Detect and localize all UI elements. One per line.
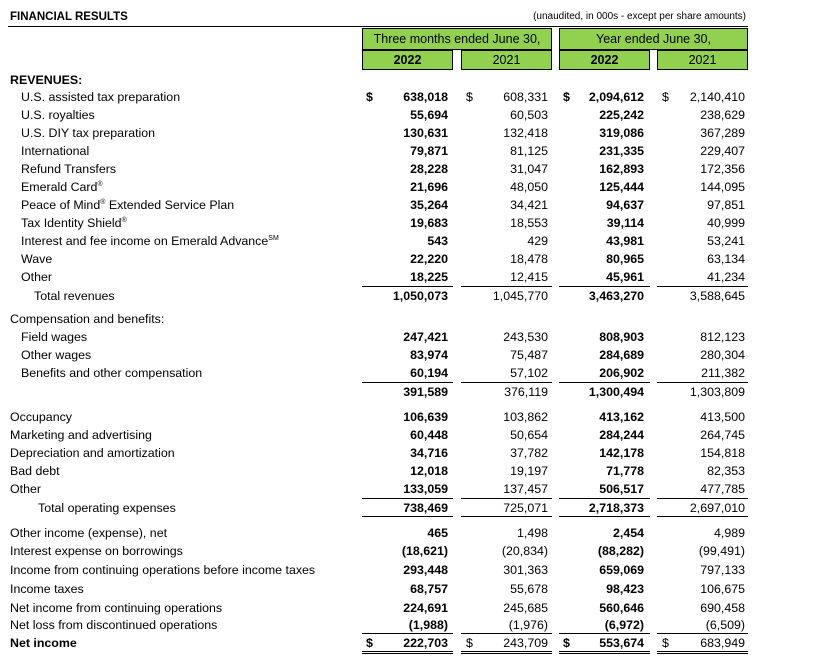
bottom-row-1-value-1: 465: [427, 526, 448, 540]
expense-row-4-value-4: 82,353: [707, 464, 745, 478]
compensation-row-3-value-4: 211,382: [701, 366, 745, 380]
revenue-row-1-dollar-1: $: [366, 90, 373, 104]
revenue-row-2-value-1: 55,694: [410, 108, 448, 122]
revenue-row-8-value-1: 19,683: [410, 216, 448, 230]
revenue-row-6-value-1: 21,696: [410, 180, 448, 194]
expense-row-1-value-1: 106,639: [403, 410, 448, 424]
expense-row-4: Bad debt: [10, 464, 60, 478]
bottom-row-4-value-1: 68,757: [410, 582, 448, 596]
revenues-total-rule-4: [657, 286, 748, 287]
revenue-row-11-value-2: 12,415: [510, 270, 548, 284]
net-income-rule-1: [362, 633, 453, 634]
net-income-label: Net income: [10, 636, 77, 650]
compensation-row-1-value-2: 243,530: [503, 330, 548, 344]
revenue-row-8-value-4: 40,999: [707, 216, 745, 230]
revenue-row-11: [21, 270, 52, 284]
revenue-row-5-value-1: 28,228: [410, 162, 448, 176]
unaudited-note: (unaudited, in 000s - except per share amounts): [533, 11, 746, 22]
total-expenses-value-2: 725,071: [503, 501, 548, 515]
bottom-row-5-value-1: 224,691: [403, 601, 448, 615]
compensation-heading: Compensation and benefits:: [10, 312, 165, 326]
revenue-row-8-value-2: 18,553: [510, 216, 548, 230]
revenue-row-4: [21, 144, 89, 158]
expenses-total-rule-2: [461, 498, 552, 499]
period-year: Year ended June 30,: [559, 28, 748, 50]
revenue-row-11-value-4: 41,234: [707, 270, 745, 284]
expense-row-1-value-4: 413,500: [700, 410, 745, 424]
revenue-row-1-value-3: 2,094,612: [588, 90, 644, 104]
revenue-row-8-value-3: 39,114: [606, 216, 644, 230]
revenue-row-5: [21, 162, 116, 176]
expense-row-5-value-3: 506,517: [599, 482, 644, 496]
bottom-row-5-value-2: 245,685: [503, 601, 548, 615]
net-income-double-rule-3: [559, 651, 650, 654]
net-income-double-rule-4: [657, 651, 748, 654]
expense-row-1-value-3: 413,162: [599, 410, 644, 424]
net-income-value-4: 683,949: [700, 636, 745, 650]
compensation-subtotal-value-2: 376,119: [504, 385, 548, 399]
bottom-row-6-value-3: (6,972): [604, 618, 644, 632]
expense-row-2-value-4: 264,745: [700, 428, 745, 442]
revenue-row-7-value-2: 34,421: [510, 198, 548, 212]
expense-row-4-value-2: 19,197: [510, 464, 548, 478]
expense-row-1-value-2: 103,862: [503, 410, 548, 424]
revenue-row-9: [21, 234, 279, 248]
year-col-4: 2021: [657, 50, 748, 70]
compensation-row-2-value-2: 75,487: [510, 348, 548, 362]
revenue-row-1-value-1: 638,018: [403, 90, 448, 104]
net-income-dollar-4: $: [662, 636, 669, 650]
expense-row-3-value-2: 37,782: [510, 446, 548, 460]
expense-row-5-value-2: 137,457: [503, 482, 548, 496]
bottom-row-4: Income taxes: [10, 582, 84, 596]
revenue-row-3-value-1: 130,631: [403, 126, 448, 140]
total-expenses-value-4: 2,697,010: [689, 501, 745, 515]
bottom-row-4-value-2: 55,678: [510, 582, 548, 596]
revenue-row-7-suffix: Extended Service Plan: [105, 198, 235, 212]
year-col-1: 2022: [362, 50, 453, 70]
compensation-subtotal-rule-2: [461, 382, 552, 383]
net-income-rule-2: [461, 633, 552, 634]
total-revenues-value-4: 3,588,645: [689, 289, 745, 303]
expense-row-2-value-3: 284,244: [599, 428, 644, 442]
revenue-row-11-text: Other: [21, 270, 52, 284]
revenue-row-7-value-4: 97,851: [707, 198, 745, 212]
revenue-row-9-value-2: 429: [527, 234, 548, 248]
bottom-row-5-value-4: 690,458: [700, 601, 745, 615]
table-title: FINANCIAL RESULTS: [10, 11, 128, 23]
expenses-total-rule-1: [362, 498, 453, 499]
compensation-row-2-value-4: 280,304: [700, 348, 745, 362]
revenue-row-6-mark: ®: [97, 181, 103, 188]
revenue-row-6-value-3: 125,444: [599, 180, 644, 194]
expense-row-5: Other: [10, 482, 41, 496]
expense-row-3-value-4: 154,818: [700, 446, 745, 460]
net-income-rule-3: [559, 633, 650, 634]
revenue-row-9-value-4: 53,241: [707, 234, 745, 248]
revenue-row-8-mark: ®: [121, 217, 127, 224]
revenue-row-1-text: U.S. assisted tax preparation: [21, 90, 181, 104]
revenue-row-9-value-1: 543: [427, 234, 448, 248]
expenses-total-under-rule-1: [362, 516, 453, 517]
compensation-subtotal-rule-1: [362, 382, 453, 383]
expense-row-5-value-4: 477,785: [700, 482, 745, 496]
revenue-row-5-value-4: 172,356: [700, 162, 745, 176]
revenue-row-8-text: Tax Identity Shield: [21, 216, 122, 230]
revenue-row-11-value-1: 18,225: [410, 270, 448, 284]
compensation-row-1-value-1: 247,421: [403, 330, 448, 344]
revenue-row-7-value-1: 35,264: [410, 198, 448, 212]
revenue-row-5-text: Refund Transfers: [21, 162, 117, 176]
compensation-row-2-value-1: 83,974: [410, 348, 448, 362]
revenue-row-3-value-3: 319,086: [599, 126, 644, 140]
revenue-row-6-text: Emerald Card: [21, 180, 98, 194]
expenses-total-under-rule-3: [559, 516, 650, 517]
expense-row-5-value-1: 133,059: [403, 482, 448, 496]
net-income-value-3: 553,674: [599, 636, 644, 650]
revenue-row-1-dollar-2: $: [466, 90, 473, 104]
net-income-dollar-2: $: [466, 636, 473, 650]
revenue-row-9-mark: SM: [268, 235, 279, 242]
revenue-row-2: [21, 108, 95, 122]
bottom-row-2: Interest expense on borrowings: [10, 544, 183, 558]
revenue-row-10-value-4: 63,134: [707, 252, 745, 266]
expense-row-4-value-3: 71,778: [606, 464, 644, 478]
bottom-row-4-value-3: 98,423: [606, 582, 644, 596]
revenue-row-3-value-2: 132,418: [503, 126, 548, 140]
revenue-row-7-value-3: 94,637: [606, 198, 644, 212]
compensation-row-1-value-3: 808,903: [599, 330, 644, 344]
expense-row-3-value-3: 142,178: [599, 446, 644, 460]
revenue-row-11-value-3: 45,961: [606, 270, 644, 284]
bottom-row-1-value-3: 2,454: [612, 526, 644, 540]
revenue-row-1-dollar-3: $: [563, 90, 570, 104]
revenue-row-2-value-3: 225,242: [599, 108, 644, 122]
compensation-row-3-value-2: 57,102: [510, 366, 548, 380]
net-income-double-rule-1: [362, 651, 453, 654]
bottom-row-5: Net income from continuing operations: [10, 601, 223, 615]
compensation-subtotal-rule-4: [657, 382, 748, 383]
revenue-row-7-mark: ®: [100, 199, 106, 206]
expenses-total-rule-4: [657, 498, 748, 499]
revenue-row-3-value-4: 367,289: [700, 126, 745, 140]
year-col-3: 2022: [559, 50, 650, 70]
revenue-row-10: [21, 252, 52, 266]
revenue-row-6: [21, 180, 103, 194]
compensation-row-2: Other wages: [21, 348, 92, 362]
compensation-subtotal-value-4: 1,303,809: [689, 385, 745, 399]
bottom-row-3-value-2: 301,363: [503, 563, 548, 577]
bottom-row-6-value-2: (1,976): [508, 618, 548, 632]
revenue-row-5-value-3: 162,893: [599, 162, 644, 176]
bottom-row-3: Income from continuing operations before income taxes: [10, 563, 316, 577]
revenue-row-6-value-4: 144,095: [700, 180, 745, 194]
compensation-row-1-value-4: 812,123: [700, 330, 745, 344]
expense-row-2-value-1: 60,448: [410, 428, 448, 442]
bottom-row-3-value-4: 797,133: [700, 563, 745, 577]
compensation-subtotal-value-1: 391,589: [403, 385, 448, 399]
expense-row-1: Occupancy: [10, 410, 72, 424]
bottom-row-6: Net loss from discontinued operations: [10, 618, 218, 632]
total-expenses-value-3: 2,718,373: [588, 501, 644, 515]
revenue-row-1-dollar-4: $: [662, 90, 669, 104]
year-col-2: 2021: [461, 50, 552, 70]
net-income-dollar-1: $: [366, 636, 373, 650]
compensation-row-2-value-3: 284,689: [599, 348, 644, 362]
revenue-row-7: [21, 198, 234, 212]
net-income-value-2: 243,709: [503, 636, 548, 650]
compensation-subtotal-rule-3: [559, 382, 650, 383]
bottom-row-1: Other income (expense), net: [10, 526, 168, 540]
expense-row-3-value-1: 34,716: [410, 446, 448, 460]
bottom-row-1-value-4: 4,989: [713, 526, 745, 540]
total-revenues-value-2: 1,045,770: [492, 289, 548, 303]
total-revenues-value-3: 3,463,270: [588, 289, 644, 303]
net-income-rule-4: [657, 633, 748, 634]
bottom-row-3-value-1: 293,448: [403, 563, 448, 577]
revenue-row-5-value-2: 31,047: [510, 162, 548, 176]
revenue-row-1-value-4: 2,140,410: [689, 90, 745, 104]
revenue-row-6-value-2: 48,050: [510, 180, 548, 194]
revenue-row-10-value-3: 80,965: [606, 252, 644, 266]
bottom-row-3-value-3: 659,069: [599, 563, 644, 577]
revenues-heading: REVENUES:: [10, 73, 83, 87]
revenues-total-rule-3: [559, 286, 650, 287]
revenue-row-10-value-2: 18,478: [510, 252, 548, 266]
revenue-row-9-value-3: 43,981: [606, 234, 644, 248]
revenue-row-1: [21, 90, 180, 104]
revenues-total-rule-2: [461, 286, 552, 287]
compensation-subtotal-value-3: 1,300,494: [588, 385, 644, 399]
revenue-row-9-text: Interest and fee income on Emerald Advance: [21, 234, 269, 248]
revenue-row-4-value-4: 229,407: [700, 144, 745, 158]
revenue-row-10-value-1: 22,220: [410, 252, 448, 266]
bottom-row-6-value-1: (1,988): [408, 618, 448, 632]
bottom-row-1-value-2: 1,498: [516, 526, 548, 540]
total-revenues-value-1: 1,050,073: [392, 289, 448, 303]
compensation-row-1: Field wages: [21, 330, 88, 344]
period-three-months: Three months ended June 30,: [362, 28, 552, 50]
revenue-row-4-value-1: 79,871: [410, 144, 448, 158]
revenue-row-10-text: Wave: [21, 252, 53, 266]
revenue-row-8: [21, 216, 127, 230]
revenue-row-7-text: Peace of Mind: [21, 198, 101, 212]
compensation-row-3: Benefits and other compensation: [21, 366, 203, 380]
revenue-row-4-value-3: 231,335: [599, 144, 644, 158]
net-income-dollar-3: $: [563, 636, 570, 650]
bottom-row-2-value-2: (20,834): [501, 544, 548, 558]
expenses-total-rule-3: [559, 498, 650, 499]
bottom-row-2-value-4: (99,491): [698, 544, 745, 558]
revenue-row-1-value-2: 608,331: [503, 90, 548, 104]
expenses-total-under-rule-2: [461, 516, 552, 517]
net-income-value-1: 222,703: [403, 636, 448, 650]
expense-row-3: Depreciation and amortization: [10, 446, 175, 460]
revenue-row-4-text: International: [21, 144, 90, 158]
expense-row-4-value-1: 12,018: [410, 464, 448, 478]
revenue-row-2-value-4: 238,629: [700, 108, 745, 122]
revenue-row-4-value-2: 81,125: [510, 144, 548, 158]
revenue-row-3-text: U.S. DIY tax preparation: [21, 126, 156, 140]
bottom-row-2-value-3: (88,282): [597, 544, 644, 558]
revenues-total-rule-1: [362, 286, 453, 287]
revenue-row-2-value-2: 60,503: [510, 108, 548, 122]
total-expenses-value-1: 738,469: [403, 501, 448, 515]
revenue-row-2-text: U.S. royalties: [21, 108, 95, 122]
expense-row-2-value-2: 50,654: [510, 428, 548, 442]
table-header: [8, 8, 748, 27]
total-expenses-label: Total operating expenses: [38, 501, 176, 515]
bottom-row-4-value-4: 106,675: [700, 582, 745, 596]
compensation-row-3-value-1: 60,194: [410, 366, 448, 380]
revenue-row-3: [21, 126, 155, 140]
expenses-total-under-rule-4: [657, 516, 748, 517]
expense-row-2: Marketing and advertising: [10, 428, 152, 442]
compensation-row-3-value-3: 206,902: [599, 366, 644, 380]
net-income-double-rule-2: [461, 651, 552, 654]
total-revenues-label: Total revenues: [34, 289, 115, 303]
bottom-row-5-value-3: 560,646: [599, 601, 644, 615]
bottom-row-6-value-4: (6,509): [705, 618, 745, 632]
bottom-row-2-value-1: (18,621): [401, 544, 448, 558]
